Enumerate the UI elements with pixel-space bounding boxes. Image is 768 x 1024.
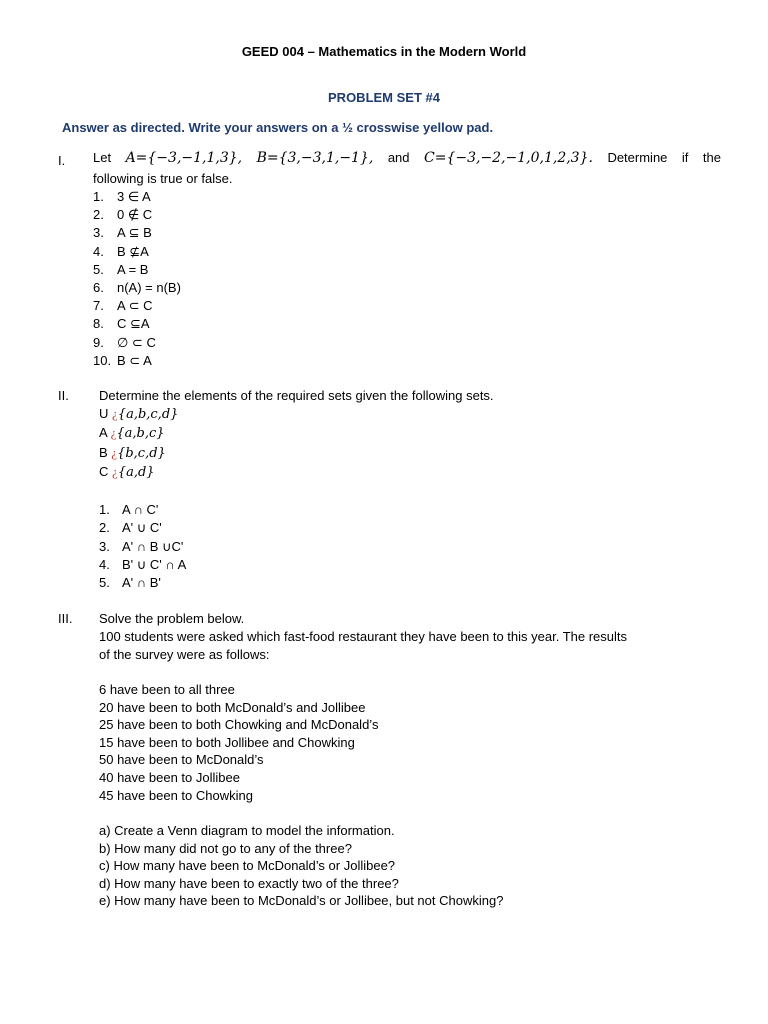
item-number: 7. (93, 298, 104, 314)
item-statement: 0 ∉ C (117, 207, 153, 223)
item-statement: ∅ ⊂ C (117, 334, 156, 350)
set-definition (99, 445, 166, 461)
item-number: 1. (99, 502, 110, 517)
item-expression: B' ∪ C' ∩ A (122, 556, 187, 572)
set-symbol: ¿ (110, 425, 117, 441)
set-name: B (99, 444, 108, 460)
survey-line: 20 have been to both McDonald’s and Jollibee (99, 699, 366, 715)
item-number: 4. (93, 243, 104, 259)
list-item (93, 316, 150, 332)
list-item (93, 335, 156, 351)
list-item (93, 244, 149, 260)
set-b-definition: B={3,−3,1,−1}, (256, 150, 374, 166)
section-3-numeral: III. (58, 611, 73, 626)
question: b) How many did not go to any of the three? (99, 840, 352, 856)
item-number: 6. (93, 280, 104, 295)
problem-set-title: PROBLEM SET #4 (328, 90, 440, 105)
survey-line: 40 have been to Jollibee (99, 770, 240, 785)
section-1-numeral: I. (58, 153, 66, 168)
set-name: U (99, 406, 109, 421)
item-statement: B ⊂ A (117, 352, 152, 368)
list-item (93, 207, 152, 223)
set-c-definition: C={−3,−2,−1,0,1,2,3}. (424, 150, 593, 166)
item-expression: A' ∩ B ∪C' (122, 538, 184, 554)
item-number: 10. (93, 352, 112, 368)
question: e) How many have been to McDonald’s or Jollibee, but not Chowking? (99, 893, 504, 909)
item-number: 1. (93, 189, 104, 204)
item-number: 3. (93, 225, 104, 241)
item-expression: A' ∩ B' (122, 575, 161, 591)
item-statement: n(A) = n(B) (117, 280, 181, 295)
set-definition (99, 464, 155, 480)
set-name: A (99, 425, 107, 441)
item-expression: A ∩ C' (122, 502, 159, 517)
set-symbol: ¿ (112, 406, 118, 421)
set-elements: {a,b,c,d} (117, 407, 179, 422)
item-number: 2. (93, 207, 104, 223)
list-item (93, 280, 181, 295)
item-statement: C ⊆A (117, 316, 150, 332)
question: d) How many have been to exactly two of the three? (99, 875, 399, 891)
list-item (99, 539, 183, 555)
item-number: 8. (93, 316, 104, 332)
problem-line-2: of the survey were as follows: (99, 647, 270, 662)
list-item (93, 189, 151, 205)
set-elements: {a,d} (117, 464, 155, 480)
survey-line: 6 have been to all three (99, 682, 235, 697)
item-number: 5. (99, 575, 110, 591)
course-title: GEED 004 – Mathematics in the Modern World (241, 44, 527, 59)
list-item (99, 520, 162, 536)
question: c) How many have been to McDonald’s or Jollibee? (99, 858, 396, 874)
set-definition (99, 425, 165, 441)
item-expression: A' ∪ C' (122, 520, 162, 536)
survey-line: 15 have been to both Jollibee and Chowking (99, 734, 355, 750)
section-2-numeral: II. (58, 388, 69, 403)
section-1-intro (93, 150, 721, 166)
list-item (93, 225, 152, 241)
section-2-intro: Determine the elements of the required sets given the following sets. (99, 388, 494, 403)
list-item (99, 557, 186, 573)
list-item (93, 298, 152, 314)
item-statement: A ⊂ C (117, 298, 153, 314)
item-number: 5. (93, 261, 104, 277)
survey-line: 45 have been to Chowking (99, 787, 253, 803)
set-name: C (99, 463, 109, 479)
item-number: 4. (99, 556, 110, 572)
problem-line-1: 100 students were asked which fast-food restaurant they have been to this year. The results (99, 629, 628, 644)
set-symbol: ¿ (111, 444, 118, 460)
item-statement: 3 ∈ A (117, 189, 151, 204)
list-item (99, 502, 158, 517)
list-item (93, 353, 152, 369)
item-statement: A = B (117, 261, 149, 277)
set-elements: {b,c,d} (117, 445, 166, 461)
section-3-intro: Solve the problem below. (99, 611, 245, 626)
question: a) Create a Venn diagram to model the information. (99, 823, 395, 838)
set-elements: {a,b,c} (116, 426, 165, 442)
determine-text: Determine if the (607, 150, 721, 165)
instructions: Answer as directed. Write your answers on a ½ crosswise yellow pad. (62, 120, 494, 135)
set-a-definition: A={−3,−1,1,3}, (125, 150, 243, 166)
and-word: and (387, 150, 410, 165)
item-statement: B ⊈A (117, 243, 149, 259)
survey-line: 50 have been to McDonald’s (99, 752, 264, 768)
survey-line: 25 have been to both Chowking and McDonald’s (99, 717, 379, 733)
list-item (99, 575, 161, 590)
section-1-intro-line2: following is true or false. (93, 171, 233, 186)
item-number: 2. (99, 520, 110, 536)
item-number: 3. (99, 538, 110, 554)
list-item (93, 262, 148, 277)
item-number: 9. (93, 334, 104, 350)
set-definition (99, 406, 178, 422)
let-word: Let (93, 150, 112, 165)
set-symbol: ¿ (112, 463, 118, 479)
item-statement: A ⊆ B (117, 225, 152, 241)
